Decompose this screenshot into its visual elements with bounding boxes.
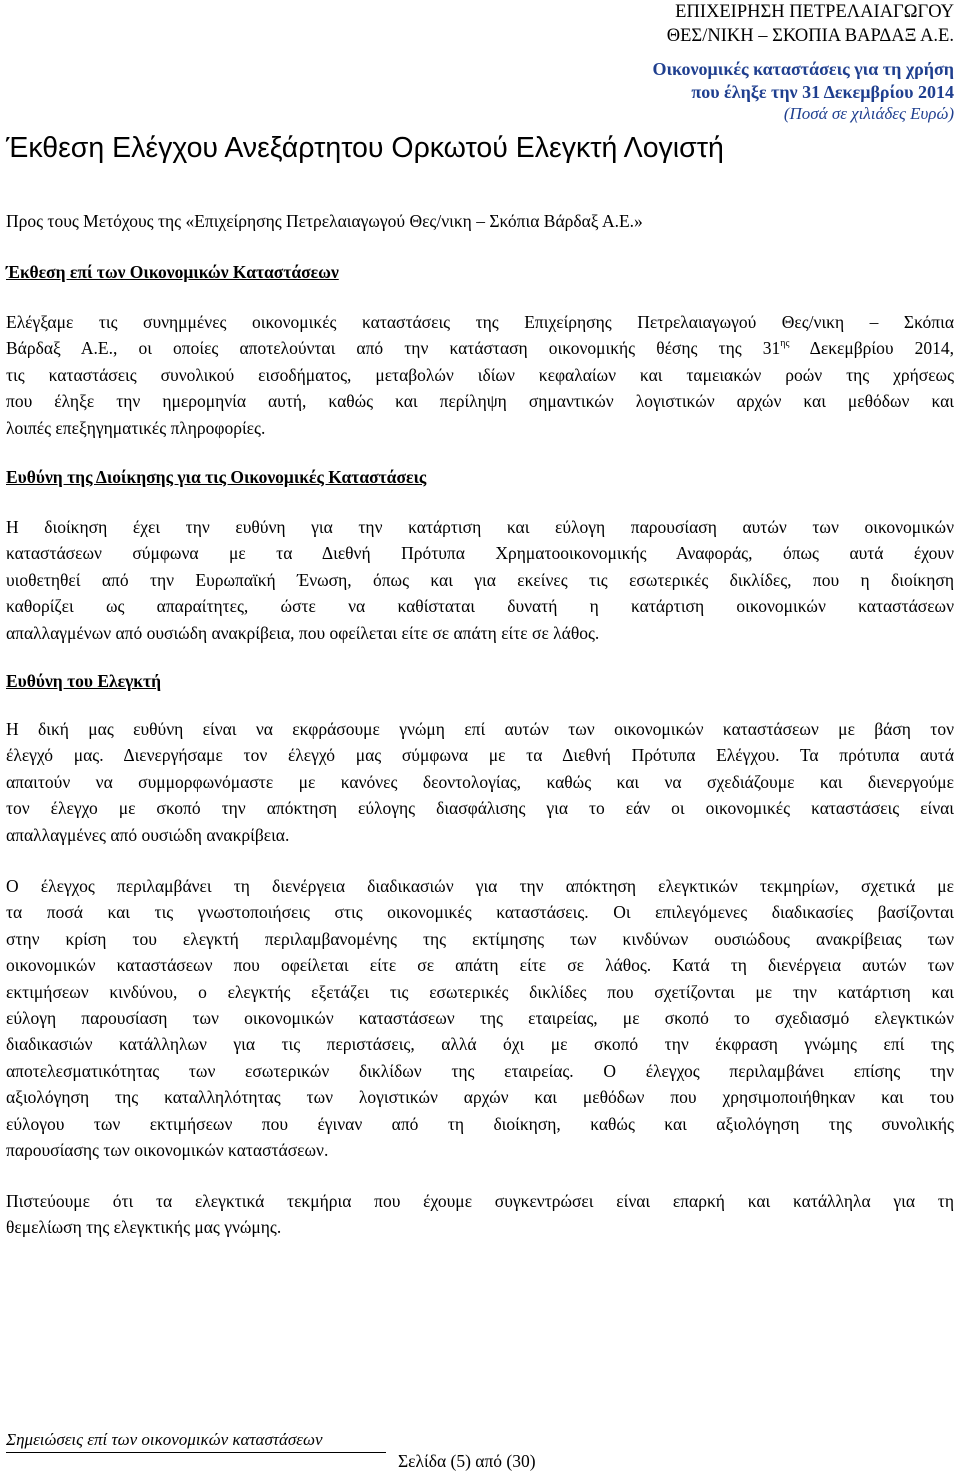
section-heading-financial-statements: Έκθεση επί των Οικονομικών Καταστάσεων: [6, 262, 339, 282]
paragraph-line: Ελέγξαμε τις συνημμένες οικονομικές καταστάσεις της Επιχείρησης Πετρελαιαγωγού Θες/νικη – Σκόπια: [6, 312, 954, 332]
paragraph-line: έλεγχό μας. Διενεργήσαμε τον έλεγχό μας σύμφωνα με τα Διεθνή Πρότυπα Ελέγχου. Τα πρότυπα αυτά: [6, 745, 954, 766]
paragraph-line: στην κρίση του ελεγκτή περιλαμβανομένης της εκτίμησης των κινδύνων ουσιώδους ανακρίβειας των: [6, 928, 954, 949]
statements-title-line2: που έληξε την 31 Δεκεμβρίου 2014: [691, 82, 954, 102]
paragraph-line: απαλλαγμένων από ουσιώδη ανακρίβεια, που οφείλεται είτε σε απάτη είτε σε λάθος.: [6, 622, 600, 643]
paragraph-line: εύλογη παρουσίαση των οικονομικών καταστάσεων της εταιρείας, με σκοπό το σχεδιασμό ελεγκτικών: [6, 1008, 954, 1029]
paragraph-line: Πιστεύουμε ότι τα ελεγκτικά τεκμήρια που έχουμε συγκεντρώσει είναι επαρκή και κατάλληλα για τη: [6, 1191, 954, 1211]
paragraph-line: διαδικασιών κατάλληλων για τις περιστάσεις, αλλά όχι με σκοπό την έκφραση γνώμης επί της: [6, 1034, 954, 1055]
statements-title-line1: Οικονομικές καταστάσεις για τη χρήση: [652, 59, 954, 79]
footer-notes-label: Σημειώσεις επί των οικονομικών καταστάσεων: [6, 1430, 323, 1449]
page-number: Σελίδα (5) από (30): [398, 1451, 536, 1471]
paragraph-auditor-p3: [6, 1188, 954, 1241]
paragraph-line: Η διοίκηση έχει την ευθύνη για την κατάρτιση και εύλογη παρουσίαση αυτών των οικονομικών: [6, 517, 954, 537]
paragraph-line: τα ποσά και τις γνωστοποιήσεις στις οικονομικές καταστάσεις. Οι επιλεγόμενες διαδικασίες βασίζονται: [6, 902, 954, 923]
paragraph-line: λοιπές επεξηγηματικές πληροφορίες.: [6, 417, 266, 438]
paragraph-line: εκτιμήσεων κινδύνου, ο ελεγκτής εξετάζει τις εσωτερικές δικλίδες που σχετίζονται με την κατάρτιση και: [6, 981, 954, 1002]
date-text-a: Βάρδαξ Α.Ε., οι οποίες αποτελούνται από την κατάσταση οικονομικής θέσης της 31: [6, 338, 781, 359]
paragraph-line: που έληξε την ημερομηνία αυτή, καθώς και περίληψη σημαντικών λογιστικών αρχών και μεθόδων και: [6, 391, 954, 412]
paragraph-line: υιοθετηθεί από την Ευρωπαϊκή Ένωση, όπως και για εκείνες τις εσωτερικές δικλίδες, που η διοίκηση: [6, 569, 954, 590]
paragraph-line: απαλλαγμένες από ουσιώδη ανακρίβεια.: [6, 824, 290, 845]
paragraph-line: απαιτούν να συμμορφωνόμαστε με κανόνες δεοντολογίας, καθώς και να σχεδιάζουμε και διενεργούμε: [6, 771, 954, 792]
paragraph-line: [6, 335, 954, 361]
company-name-line2: ΘΕΣ/ΝΙΚΗ – ΣΚΟΠΙΑ ΒΑΡΔΑΞ Α.Ε.: [666, 26, 954, 46]
paragraph-auditor-p2: [6, 873, 954, 1163]
paragraph-auditor-p1: [6, 716, 954, 848]
amounts-note: (Ποσά σε χιλιάδες Ευρώ): [783, 104, 954, 123]
paragraph-line: Ο έλεγχος περιλαμβάνει τη διενέργεια διαδικασιών για την απόκτηση ελεγκτικών τεκμηρίων, σχετικά με: [6, 876, 954, 896]
ordinal-superscript: ης: [780, 338, 790, 350]
paragraph-line: Η δική μας ευθύνη είναι να εκφράσουμε γνώμη επί αυτών των οικονομικών καταστάσεων με βάση τον: [6, 719, 954, 739]
addressee-line: Προς τους Μετόχους της «Επιχείρησης Πετρελαιαγωγού Θες/νικη – Σκόπια Βάρδαξ Α.Ε.»: [6, 211, 643, 231]
paragraph-line: θεμελίωση της ελεγκτικής μας γνώμης.: [6, 1217, 282, 1238]
paragraph-management-responsibility: [6, 514, 954, 646]
paragraph-line: τις καταστάσεις συνολικού εισοδήματος, μεταβολών ιδίων κεφαλαίων και ταμειακών ροών της χρήσεως: [6, 364, 954, 385]
report-title: Έκθεση Ελέγχου Ανεξάρτητου Ορκωτού Ελεγκτή Λογιστή: [6, 132, 724, 164]
company-name-line1: ΕΠΙΧΕΙΡΗΣΗ ΠΕΤΡΕΛΑΙΑΓΩΓΟΥ: [675, 2, 954, 22]
paragraph-line: αποτελεσματικότητας των εσωτερικών δικλίδων της εταιρείας. Ο έλεγχος περιλαμβάνει επίσης την: [6, 1060, 954, 1081]
paragraph-line: καθορίζει ως απαραίτητες, ώστε να καθίσταται δυνατή η κατάρτιση οικονομικών καταστάσεων: [6, 596, 954, 617]
paragraph-line: τον έλεγχο με σκοπό την απόκτηση εύλογης διασφάλισης για το εάν οι οικονομικές καταστάσεις είναι: [6, 798, 954, 819]
footer-divider: [6, 1452, 386, 1453]
paragraph-line: καταστάσεων σύμφωνα με τα Διεθνή Πρότυπα Χρηματοοικονομικής Αναφοράς, όπως αυτά έχουν: [6, 543, 954, 564]
section-heading-management: Ευθύνη της Διοίκησης για τις Οικονομικές Καταστάσεις: [6, 467, 427, 487]
paragraph-line: αξιολόγηση της καταλληλότητας των λογιστικών αρχών και μεθόδων που χρησιμοποιήθηκαν και του: [6, 1087, 954, 1108]
paragraph-line: οικονομικών καταστάσεων που οφείλεται είτε σε απάτη είτε σε λάθος. Κατά τη διενέργεια αυτών των: [6, 955, 954, 976]
section-heading-auditor: Ευθύνη του Ελεγκτή: [6, 671, 162, 691]
paragraph-line: παρουσίασης των οικονομικών καταστάσεων.: [6, 1140, 329, 1161]
date-text-b: Δεκεμβρίου 2014,: [789, 338, 954, 359]
paragraph-audit-scope: [6, 309, 954, 441]
paragraph-line: εύλογου των εκτιμήσεων που έγιναν από τη διοίκηση, καθώς και αξιολόγηση της συνολικής: [6, 1113, 954, 1134]
